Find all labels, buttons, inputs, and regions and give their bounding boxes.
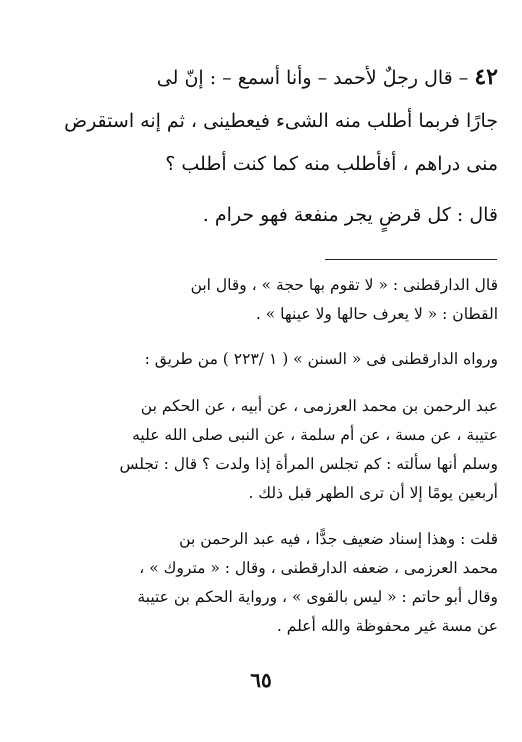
- hadith-answer: قال : كل قرضٍ يجر منفعة فهو حرام .: [202, 204, 498, 226]
- hadith-text: [58, 56, 498, 186]
- hadith-line-2: جارًا فربما أطلب منه الشىء فيعطينى ، ثم إنه استقرض: [64, 110, 498, 132]
- hadith-line-3: منى دراهم ، أفأطلب منه كما كنت أطلب ؟: [165, 153, 498, 175]
- hadith-line-1: [58, 56, 498, 100]
- footnote-paragraph-4: [58, 525, 498, 641]
- footnote-line: عبد الرحمن بن محمد العرزمى ، عن أبيه ، عن الحكم بن: [140, 397, 498, 415]
- footnote-line: قلت : وهذا إسناد ضعيف جدًّا ، فيه عبد الرحمن بن: [179, 530, 498, 548]
- hadith-line-1-text: – قال رجلٌ لأحمد – وأنا أسمع – : إنّ لى: [156, 67, 469, 89]
- footnote-line: عتيبة ، عن مسة ، عن أم سلمة ، عن النبى صلى الله عليه: [132, 426, 498, 444]
- footnote-line: ورواه الدارقطنى فى « السنن » ( ١ /٢٢٣ ) من طريق :: [144, 350, 498, 368]
- footnote-line: محمد العرزمى ، ضعفه الدارقطنى ، وقال : « متروك » ،: [139, 559, 498, 577]
- footnote-line: وقال أبو حاتم : « ليس بالقوى » ، ورواية الحكم بن عتيبة: [137, 588, 498, 606]
- footnote-paragraph-3: [58, 392, 498, 508]
- footnote-divider: [325, 259, 497, 260]
- footnote-line: وسلم أنها سألته : كم تجلس المرأة إذا ولدت ؟ قال : تجلس: [119, 455, 498, 473]
- footnote-paragraph-2: [58, 345, 498, 374]
- footnote-line: عن مسة غير محفوظة والله أعلم .: [276, 617, 498, 635]
- footnote-line: قال الدارقطنى : « لا تقوم بها حجة » ، وقال ابن: [190, 276, 498, 294]
- footnote-line: القطان : « لا يعرف حالها ولا عينها » .: [255, 305, 498, 323]
- footnote-line: أربعين يومًا إلا أن ترى الطهر قبل ذلك .: [248, 484, 498, 502]
- hadith-number: ٤٢: [474, 64, 498, 90]
- footnote-paragraph-1: [58, 271, 498, 329]
- page-number: ٦٥: [250, 668, 272, 692]
